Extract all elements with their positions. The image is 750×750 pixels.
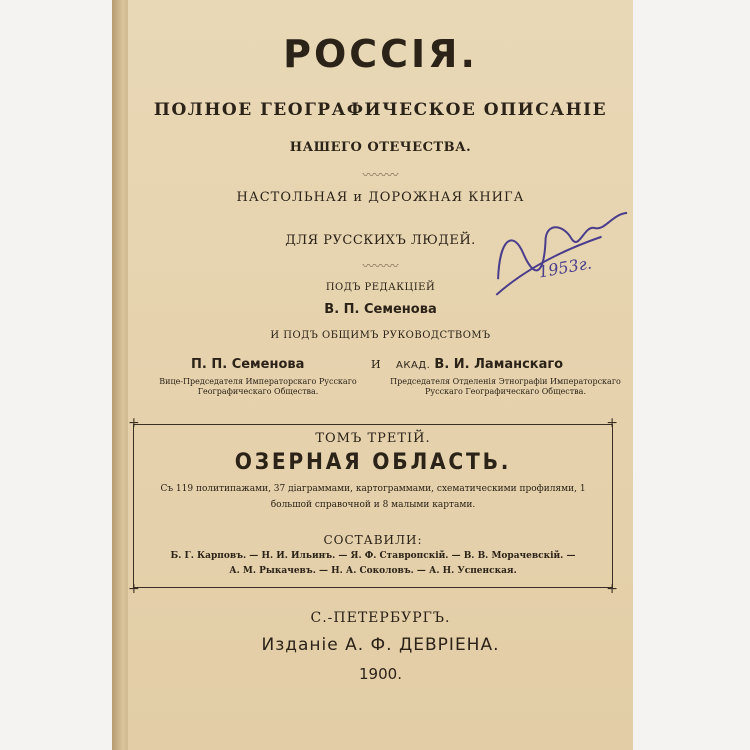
book-title: РОССІЯ. (283, 32, 478, 76)
handwritten-year: 1953г. (536, 253, 594, 282)
volume-box (128, 415, 618, 597)
leader-right-desc: Председателя Отделенія Этнографіи Императорскаго Русскаго Географическаго Общества. (390, 377, 621, 396)
compilers-heading: СОСТАВИЛИ: (323, 533, 423, 547)
subtitle-line-2: НАШЕГО ОТЕЧЕСТВА. (289, 140, 472, 155)
compilers-list (134, 549, 612, 579)
subtitle-line-3: НАСТОЛЬНАЯ и ДОРОЖНАЯ КНИГА (236, 190, 525, 205)
corner-ornament: + (606, 415, 618, 431)
title-page (128, 0, 633, 750)
volume-maps: Съ 119 политипажами, 37 діаграммами, картограммами, схематическими профилями, 1 большой справочной и 8 малыми картами. (160, 484, 586, 510)
compilers-line-2: А. М. Рыкачевъ. — Н. А. Соколовъ. — А. Н. Успенская. (229, 566, 517, 576)
subtitle-line-1: ПОЛНОЕ ГЕОГРАФИЧЕСКОЕ ОПИСАНІЕ (153, 100, 608, 120)
corner-ornament: + (128, 415, 140, 431)
corner-ornament: + (606, 581, 618, 597)
leader-left-name: П. П. Семенова (191, 357, 305, 372)
editor-intro: ПОДЪ РЕДАКЦІЕЙ (325, 282, 436, 293)
corner-ornament: + (128, 581, 140, 597)
publication-city: С.-ПЕТЕРБУРГЪ. (310, 610, 451, 626)
editor-name: В. П. Семенова (324, 302, 437, 317)
leader-left-desc: Вице-Председателя Императорскаго Русскаго Географическаго Общества. (159, 377, 357, 396)
publication-year: 1900. (359, 665, 402, 683)
ornament-divider-2: 〰〰〰 (362, 259, 399, 273)
compilers-line-1: Б. Г. Карповъ. — Н. И. Ильинъ. — Я. Ф. Ставропскій. — В. В. Морачевскій. — (170, 551, 576, 561)
conjunction: И (371, 358, 381, 371)
publisher: Изданіе А. Ф. ДЕВРІЕНА. (261, 635, 500, 655)
leader-right (396, 357, 563, 372)
leader-right-prefix: АКАД. (396, 360, 431, 371)
volume-number: ТОМЪ ТРЕТІЙ. (315, 431, 431, 446)
subtitle-line-4: ДЛЯ РУССКИХЪ ЛЮДЕЙ. (285, 233, 476, 248)
leader-right-name: В. И. Ламанскаго (434, 357, 564, 372)
ornament-divider: 〰〰〰 (362, 168, 399, 182)
guidance-intro: И ПОДЪ ОБЩИМЪ РУКОВОДСТВОМЪ (270, 330, 491, 341)
volume-title: ОЗЕРНАЯ ОБЛАСТЬ. (234, 450, 512, 475)
